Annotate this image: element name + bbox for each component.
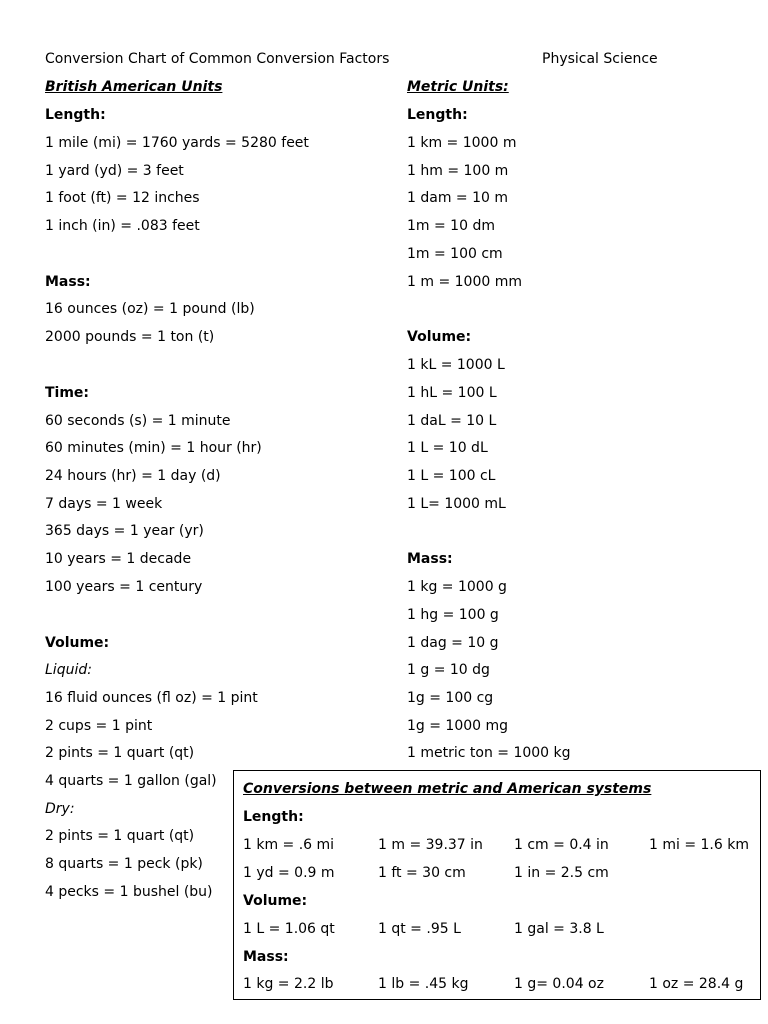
list-item: 1 kg = 1000 g bbox=[407, 579, 507, 595]
list-item: 1 L= 1000 mL bbox=[407, 496, 506, 512]
list-item: 1 inch (in) = .083 feet bbox=[45, 218, 200, 234]
list-item: 1 km = 1000 m bbox=[407, 135, 517, 151]
british-mass-heading: Mass: bbox=[45, 274, 91, 290]
british-time-heading: Time: bbox=[45, 385, 90, 401]
conversions-box bbox=[233, 770, 761, 1000]
liquid-label: Liquid: bbox=[45, 662, 92, 678]
list-item: 16 fluid ounces (fl oz) = 1 pint bbox=[45, 690, 258, 706]
list-item: 1g = 1000 mg bbox=[407, 718, 509, 734]
list-item: 60 minutes (min) = 1 hour (hr) bbox=[45, 440, 262, 456]
british-heading: British American Units bbox=[45, 79, 223, 95]
list-item: 24 hours (hr) = 1 day (d) bbox=[45, 468, 221, 484]
british-volume-heading: Volume: bbox=[45, 635, 110, 651]
list-item: 1 kL = 1000 L bbox=[407, 357, 505, 373]
list-item: 1 dam = 10 m bbox=[407, 190, 508, 206]
table-cell: 1 m = 39.37 in bbox=[378, 837, 483, 853]
table-cell: 1 qt = .95 L bbox=[378, 921, 461, 937]
conversions-mass-heading: Mass: bbox=[243, 949, 289, 965]
list-item: 8 quarts = 1 peck (pk) bbox=[45, 856, 203, 872]
list-item: 1m = 100 cm bbox=[407, 246, 503, 262]
table-cell: 1 kg = 2.2 lb bbox=[243, 976, 334, 992]
metric-length-heading: Length: bbox=[407, 107, 468, 123]
list-item: 2000 pounds = 1 ton (t) bbox=[45, 329, 215, 345]
subject-label: Physical Science bbox=[542, 51, 658, 67]
conversions-heading: Conversions between metric and American systems bbox=[243, 781, 652, 797]
table-cell: 1 yd = 0.9 m bbox=[243, 865, 335, 881]
list-item: 2 pints = 1 quart (qt) bbox=[45, 745, 195, 761]
list-item: 365 days = 1 year (yr) bbox=[45, 523, 204, 539]
list-item: 4 quarts = 1 gallon (gal) bbox=[45, 773, 217, 789]
list-item: 1 hg = 100 g bbox=[407, 607, 499, 623]
list-item: 1 metric ton = 1000 kg bbox=[407, 745, 571, 761]
metric-mass-heading: Mass: bbox=[407, 551, 453, 567]
conversions-length-heading: Length: bbox=[243, 809, 304, 825]
dry-label: Dry: bbox=[45, 801, 75, 817]
list-item: 1 m = 1000 mm bbox=[407, 274, 522, 290]
list-item: 2 pints = 1 quart (qt) bbox=[45, 828, 195, 844]
list-item: 1 foot (ft) = 12 inches bbox=[45, 190, 200, 206]
table-cell: 1 oz = 28.4 g bbox=[649, 976, 744, 992]
table-cell: 1 L = 1.06 qt bbox=[243, 921, 335, 937]
list-item: 1 yard (yd) = 3 feet bbox=[45, 163, 184, 179]
list-item: 100 years = 1 century bbox=[45, 579, 203, 595]
metric-volume-heading: Volume: bbox=[407, 329, 472, 345]
list-item: 2 cups = 1 pint bbox=[45, 718, 153, 734]
list-item: 1 daL = 10 L bbox=[407, 413, 497, 429]
metric-heading: Metric Units: bbox=[407, 79, 509, 95]
table-cell: 1 g= 0.04 oz bbox=[514, 976, 604, 992]
table-cell: 1 gal = 3.8 L bbox=[514, 921, 604, 937]
list-item: 1 mile (mi) = 1760 yards = 5280 feet bbox=[45, 135, 309, 151]
british-length-heading: Length: bbox=[45, 107, 106, 123]
list-item: 1 L = 10 dL bbox=[407, 440, 488, 456]
list-item: 1 g = 10 dg bbox=[407, 662, 490, 678]
list-item: 16 ounces (oz) = 1 pound (lb) bbox=[45, 301, 255, 317]
table-cell: 1 km = .6 mi bbox=[243, 837, 335, 853]
list-item: 1g = 100 cg bbox=[407, 690, 494, 706]
list-item: 4 pecks = 1 bushel (bu) bbox=[45, 884, 213, 900]
list-item: 1 hL = 100 L bbox=[407, 385, 497, 401]
list-item: 60 seconds (s) = 1 minute bbox=[45, 413, 231, 429]
list-item: 1 dag = 10 g bbox=[407, 635, 499, 651]
conversions-volume-heading: Volume: bbox=[243, 893, 308, 909]
table-cell: 1 ft = 30 cm bbox=[378, 865, 466, 881]
table-cell: 1 cm = 0.4 in bbox=[514, 837, 609, 853]
list-item: 10 years = 1 decade bbox=[45, 551, 192, 567]
list-item: 1 L = 100 cL bbox=[407, 468, 496, 484]
list-item: 1 hm = 100 m bbox=[407, 163, 509, 179]
page-title: Conversion Chart of Common Conversion Factors bbox=[45, 51, 390, 67]
table-cell: 1 lb = .45 kg bbox=[378, 976, 469, 992]
list-item: 1m = 10 dm bbox=[407, 218, 495, 234]
list-item: 7 days = 1 week bbox=[45, 496, 163, 512]
table-cell: 1 in = 2.5 cm bbox=[514, 865, 609, 881]
table-cell: 1 mi = 1.6 km bbox=[649, 837, 749, 853]
